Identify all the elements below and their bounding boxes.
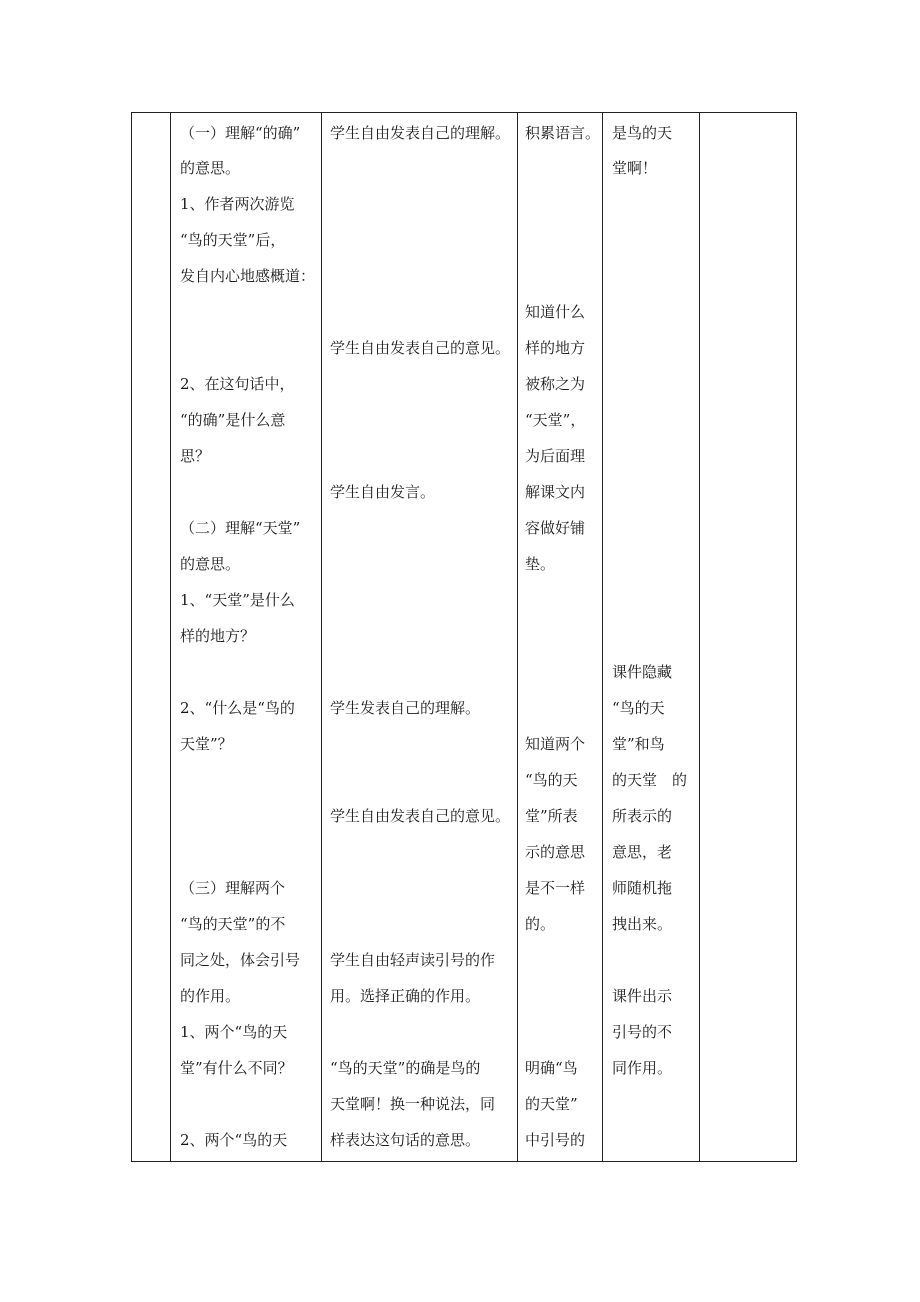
text-line: 同之处，体会引号 — [180, 951, 301, 969]
text-line: 用。选择正确的作用。 — [330, 987, 481, 1005]
text-line: “鸟的天 — [612, 699, 665, 717]
text-line: 的作用。 — [180, 987, 241, 1005]
text-line: 的天堂” — [525, 1095, 578, 1113]
text-line: （三）理解两个 — [180, 879, 286, 897]
text-line: 中引号的 — [525, 1131, 586, 1149]
text-line: 师随机拖 — [612, 879, 673, 897]
text-line: 学生自由发言。 — [330, 483, 436, 501]
text-line: 学生自由发表自己的意见。 — [330, 339, 511, 357]
text-line: “天堂”， — [525, 411, 586, 429]
text-line: 1、作者两次游览 — [180, 195, 295, 213]
text-line: 堂”所表 — [525, 807, 578, 825]
text-line: 的意思。 — [180, 159, 241, 177]
text-line: 为后面理 — [525, 447, 586, 465]
text-line: “鸟的天 — [525, 771, 578, 789]
text-line: “的确”是什么意 — [180, 411, 286, 429]
text-line: 是鸟的天 — [612, 124, 673, 142]
text-line: （一）理解“的确” — [180, 124, 301, 142]
text-line: 样的地方 — [525, 339, 586, 357]
empty-first-column — [132, 113, 170, 1161]
text-line: 课件隐藏 — [612, 663, 673, 681]
text-line: 知道两个 — [525, 735, 586, 753]
text-line: “鸟的天堂”的不 — [180, 915, 286, 933]
text-line: 积累语言。 — [525, 124, 601, 142]
text-line: 意思，老 — [612, 843, 673, 861]
text-line: 天堂”？ — [180, 735, 233, 753]
text-line: 解课文内 — [525, 483, 586, 501]
text-line: 2、“什么是“鸟的 — [180, 699, 295, 717]
text-line: 的意思。 — [180, 555, 241, 573]
text-line: 1、两个“鸟的天 — [180, 1023, 288, 1041]
text-line: 容做好铺 — [525, 519, 586, 537]
teaching-process-column — [171, 113, 321, 1161]
text-line: 引号的不 — [612, 1023, 673, 1041]
lesson-plan-table — [131, 112, 797, 1162]
text-line: （二）理解“天堂” — [180, 519, 301, 537]
text-line: 思？ — [180, 447, 211, 465]
text-line: 堂”有什么不同？ — [180, 1059, 293, 1077]
text-line: 学生自由发表自己的理解。 — [330, 124, 511, 142]
text-line: 同作用。 — [612, 1059, 673, 1077]
text-line: 的。 — [525, 915, 556, 933]
text-line: 2、两个“鸟的天 — [180, 1131, 288, 1149]
text-line: 发自内心地感概道： — [180, 267, 316, 285]
text-line: 堂”和鸟 — [612, 735, 665, 753]
text-line: 垫。 — [525, 555, 556, 573]
text-line: 的天堂 的 — [612, 771, 688, 789]
design-intent-column — [518, 113, 602, 1161]
text-line: 被称之为 — [525, 375, 586, 393]
student-activity-column — [322, 113, 517, 1161]
text-line: 是不一样 — [525, 879, 586, 897]
empty-last-column — [700, 113, 796, 1161]
text-line: 示的意思 — [525, 843, 586, 861]
text-line: 课件出示 — [612, 987, 673, 1005]
text-line: 学生发表自己的理解。 — [330, 699, 481, 717]
text-line: 天堂啊！换一种说法，同 — [330, 1095, 496, 1113]
text-line: 1、“天堂”是什么 — [180, 591, 295, 609]
text-line: 2、在这句话中， — [180, 375, 295, 393]
text-line: 知道什么 — [525, 303, 586, 321]
text-line: 样表达这句话的意思。 — [330, 1131, 481, 1149]
text-line: 学生自由发表自己的意见。 — [330, 807, 511, 825]
media-usage-column — [603, 113, 699, 1161]
text-line: 拽出来。 — [612, 915, 673, 933]
text-line: 堂啊！ — [612, 159, 658, 177]
text-line: 明确“鸟 — [525, 1059, 578, 1077]
text-line: 所表示的 — [612, 807, 673, 825]
text-line: “鸟的天堂”的确是鸟的 — [330, 1059, 481, 1077]
text-line: 学生自由轻声读引号的作 — [330, 951, 496, 969]
text-line: 样的地方？ — [180, 627, 256, 645]
text-line: “鸟的天堂”后， — [180, 231, 286, 249]
